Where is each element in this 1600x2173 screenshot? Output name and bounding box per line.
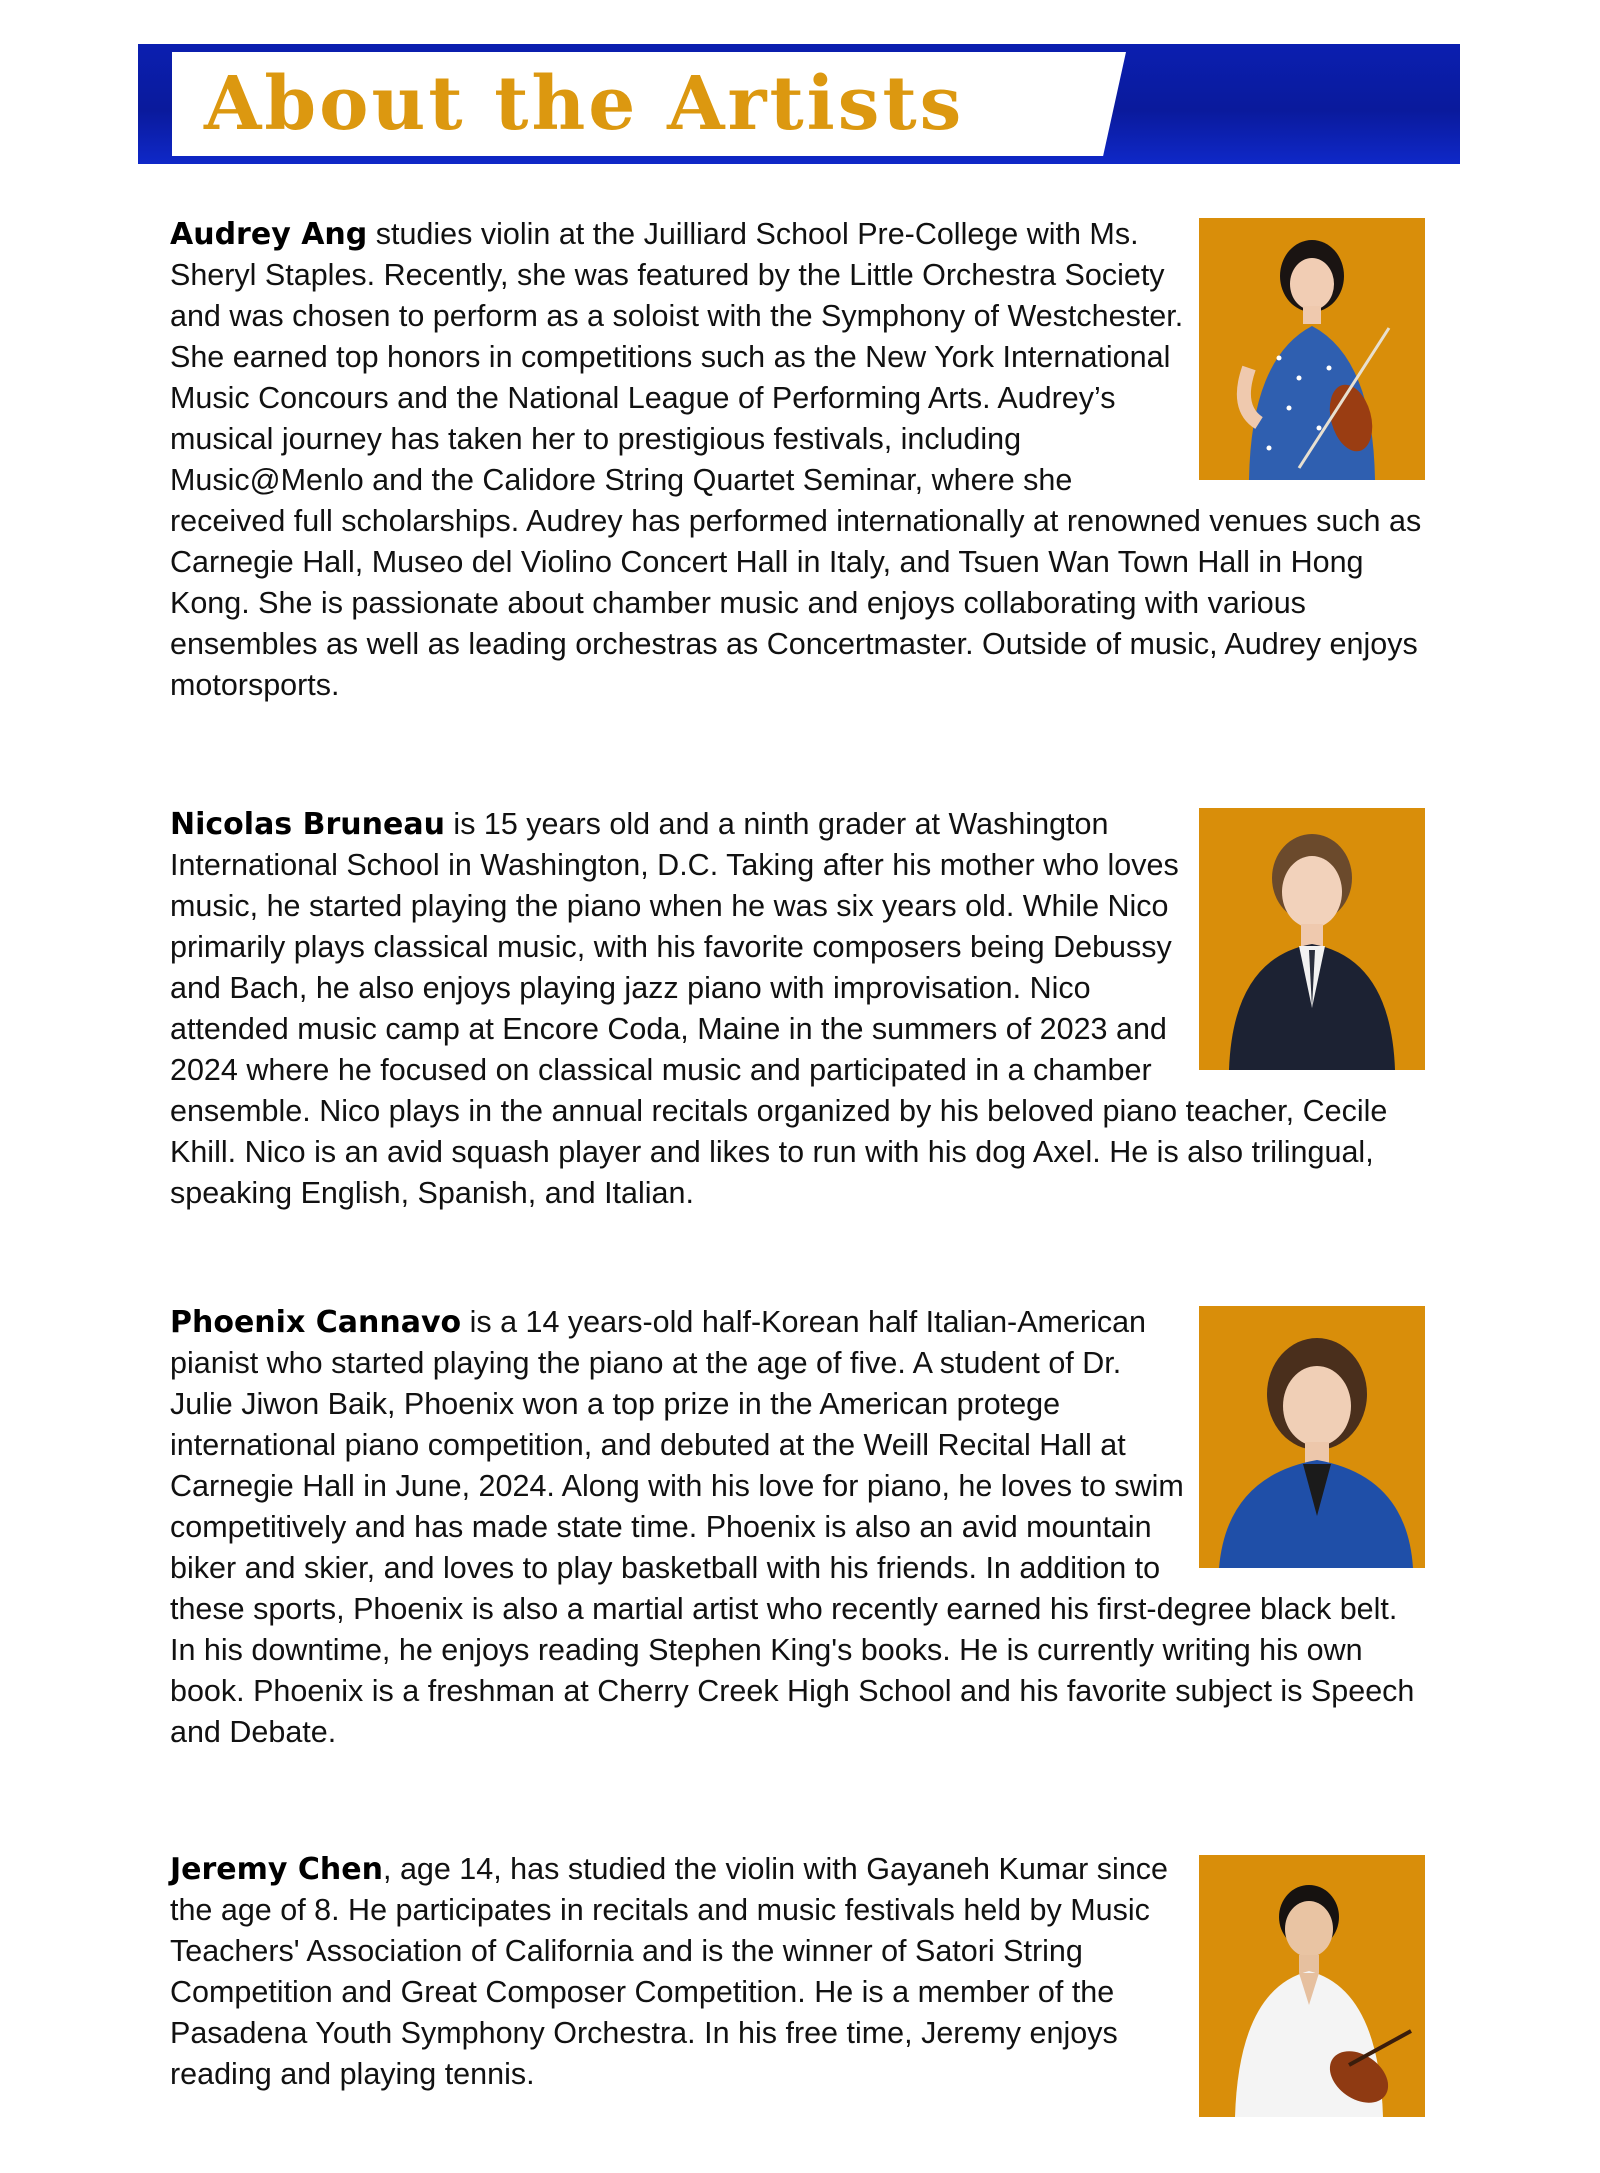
artist-photo-jeremy — [1199, 1855, 1425, 2117]
artist-photo-phoenix — [1199, 1306, 1425, 1568]
artist-photo-audrey — [1199, 218, 1425, 480]
artist-name: Phoenix Cannavo — [170, 1305, 462, 1340]
header-banner — [138, 44, 1460, 164]
artist-bio-audrey — [170, 214, 1425, 706]
artist-name: Audrey Ang — [170, 217, 368, 252]
artist-name: Jeremy Chen — [170, 1852, 383, 1887]
artist-bio-nicolas — [170, 804, 1425, 1214]
artist-description: , age 14, has studied the violin with Gayaneh Kumar since the age of 8. He participates in recitals and music festivals held by Music Teachers' Association of California and is the winner of Satori String Competition and Great Composer Competition. He is a member of the Pasadena Youth Symphony Orchestra. In his free time, Jeremy enjoys reading and playing tennis. — [170, 1852, 1168, 2091]
pianist-portrait-icon — [1199, 808, 1425, 1070]
artist-name: Nicolas Bruneau — [170, 807, 445, 842]
artist-description: studies violin at the Juilliard School Pre-College with Ms. Sheryl Staples. Recently, she was featured by the Little Orchestra Society and was chosen to perform as a soloist with the Symphony of Westchester. She earned top honors in competitions such as the New York International Music Concours and the National League of Performing Arts. Audrey’s musical journey has taken her to prestigious festivals, including Music@Menlo and the Calidore String Quartet Seminar, where she received full scholarships. Audrey has performed internationally at renowned venues such as Carnegie Hall, Museo del Violino Concert Hall in Italy, and Tsuen Wan Town Hall in Hong Kong. She is passionate about chamber music and enjoys collaborating with various ensembles as well as leading orchestras as Concertmaster. Outside of music, Audrey enjoys motorsports. — [170, 217, 1422, 702]
artist-photo-nicolas — [1199, 808, 1425, 1070]
artist-bio-phoenix — [170, 1302, 1425, 1753]
violinist-portrait-icon — [1199, 1855, 1425, 2117]
violinist-portrait-icon — [1199, 218, 1425, 480]
artist-bio-jeremy — [170, 1849, 1425, 2121]
pianist-portrait-icon — [1199, 1306, 1425, 1568]
artist-description: is a 14 years-old half-Korean half Italian-American pianist who started playing the piano at the age of five. A student of Dr. Julie Jiwon Baik, Phoenix won a top prize in the American protege international piano competition, and debuted at the Weill Recital Hall at Carnegie Hall in June, 2024. Along with his love for piano, he loves to swim competitively and has made state time. Phoenix is also an avid mountain biker and skier, and loves to play basketball with his friends. In addition to these sports, Phoenix is also a martial artist who recently earned his first-degree black belt. In his downtime, he enjoys reading Stephen King's books. He is currently writing his own book. Phoenix is a freshman at Cherry Creek High School and his favorite subject is Speech and Debate. — [170, 1305, 1415, 1749]
artist-description: is 15 years old and a ninth grader at Washington International School in Washington, D.C. Taking after his mother who loves music, he started playing the piano when he was six years old. While Nico primarily plays classical music, with his favorite composers being Debussy and Bach, he also enjoys playing jazz piano with improvisation. Nico attended music camp at Encore Coda, Maine in the summers of 2023 and 2024 where he focused on classical music and participated in a chamber ensemble. Nico plays in the annual recitals organized by his beloved piano teacher, Cecile Khill. Nico is an avid squash player and likes to run with his dog Axel. He is also trilingual, speaking English, Spanish, and Italian. — [170, 807, 1388, 1210]
page-title: About the Artists — [204, 61, 965, 147]
